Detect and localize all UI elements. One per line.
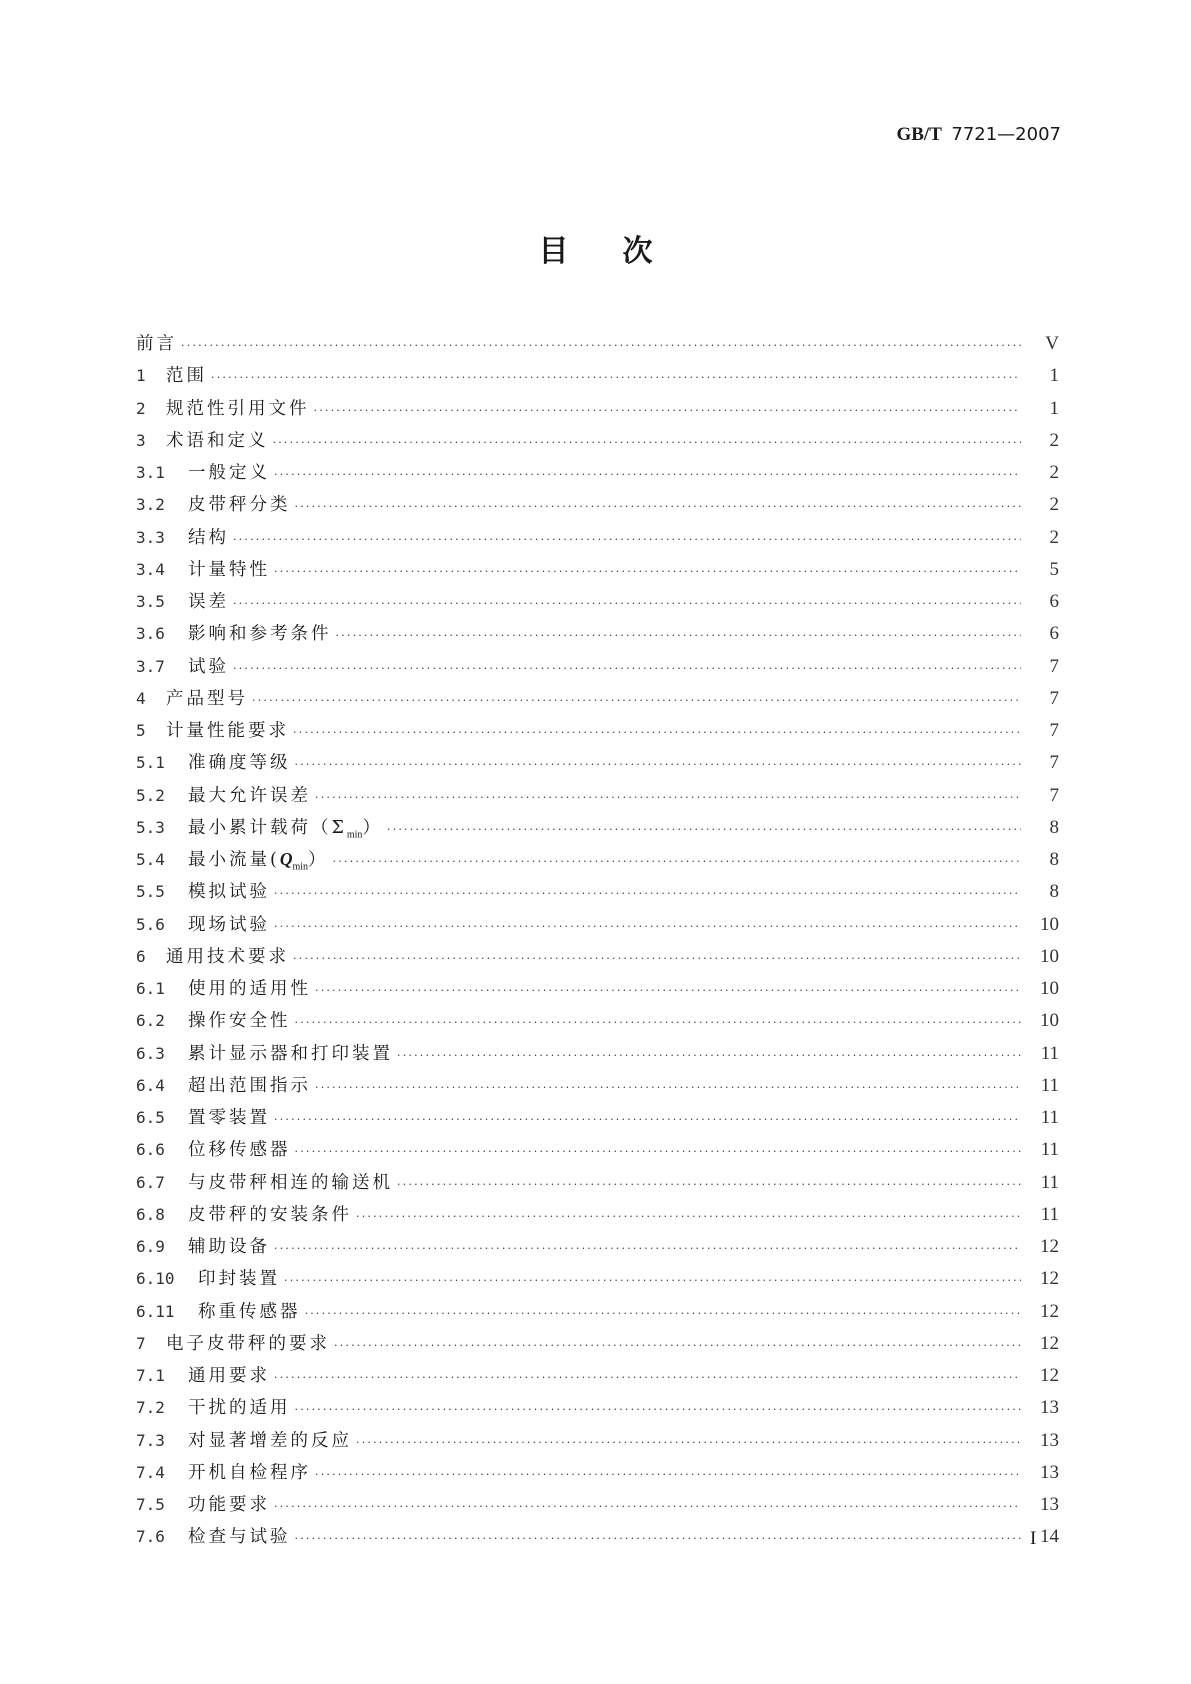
dot-leader (284, 1274, 1021, 1287)
toc-entry[interactable] (136, 749, 1059, 781)
dot-leader (333, 855, 1021, 868)
toc-entry-number: 6.3 (136, 1043, 165, 1063)
toc-entry-title (166, 427, 269, 452)
dot-leader (293, 952, 1021, 965)
toc-entry-number: 6.10 (136, 1269, 175, 1289)
toc-entry-number: 7.2 (136, 1398, 165, 1418)
toc-entry-number: 7.5 (136, 1495, 165, 1514)
toc-entry-title-text: 皮带秤的安装条件 (188, 1204, 352, 1225)
toc-entry-number: 7 (136, 1333, 146, 1353)
toc-entry-page: V (1045, 333, 1059, 354)
toc-entry[interactable] (136, 975, 1059, 1007)
toc-entry-number: 3.4 (136, 559, 165, 579)
toc-entry[interactable] (136, 1040, 1059, 1072)
toc-entry-title (188, 814, 383, 841)
dot-leader (305, 1307, 1022, 1320)
toc-entry-number: 6.1 (136, 979, 165, 998)
toc-entry-page: 10 (1040, 913, 1059, 935)
toc-entry-title-text: 与皮带秤相连的输送机 (188, 1172, 393, 1193)
toc-entry-title (188, 1427, 352, 1452)
toc-entry-number: 7.3 (136, 1430, 165, 1450)
toc-entry[interactable] (136, 1169, 1059, 1201)
toc-entry-title-text: 误差 (188, 592, 229, 612)
toc-entry-number: 7.1 (136, 1366, 165, 1385)
toc-entry-title-text: 检查与试验 (188, 1527, 291, 1548)
toc-entry-title (188, 878, 270, 903)
dot-leader (334, 1339, 1021, 1352)
toc-entry-number: 3.3 (136, 527, 165, 547)
dot-leader (295, 1532, 1022, 1545)
dot-leader (295, 1403, 1022, 1416)
toc-entry-title-text: 模拟试验 (188, 882, 270, 903)
dot-leader (315, 1081, 1021, 1094)
toc-entry-number: 2 (136, 398, 146, 418)
toc-entry-title-text: 置零装置 (188, 1108, 270, 1128)
dot-leader (274, 565, 1021, 578)
toc-entry[interactable] (136, 653, 1059, 685)
toc-entry-page: 12 (1040, 1268, 1059, 1290)
toc-entry-number: 6.11 (136, 1301, 175, 1321)
toc-entry-number: 6.2 (136, 1011, 165, 1031)
dot-leader (233, 597, 1021, 610)
toc-entry[interactable] (136, 1233, 1059, 1265)
toc-entry-number: 4 (136, 688, 146, 708)
toc-entry-title-text: 使用的适用性 (188, 979, 311, 999)
toc-entry-title (188, 1233, 270, 1258)
standard-code (896, 124, 1061, 146)
toc-entry-title-text: 结构 (188, 527, 229, 548)
toc-entry-number: 6.4 (136, 1075, 165, 1095)
toc-entry-title (188, 1394, 291, 1419)
dot-leader (274, 468, 1021, 481)
toc-entry-number: 6.7 (136, 1172, 165, 1192)
dot-leader (315, 984, 1021, 997)
toc-entry-title (166, 1330, 330, 1355)
toc-entry-title-text: 前言 (136, 334, 177, 354)
toc-entry-title-text: 印封装置 (198, 1269, 280, 1290)
dot-leader (273, 436, 1022, 449)
toc-entry-title (188, 749, 291, 774)
toc-entry-title-text: 规范性引用文件 (166, 398, 310, 419)
toc-entry[interactable] (136, 588, 1059, 620)
toc-entry-number: 5 (136, 721, 146, 740)
toc-entry[interactable] (136, 362, 1059, 394)
toc-entry-title (188, 1362, 270, 1387)
toc-entry-title (188, 1040, 393, 1065)
toc-entry-page: 11 (1040, 1042, 1059, 1064)
toc-entry-title-text: 超出范围指示 (188, 1075, 311, 1096)
toc-entry-title-text: 范围 (166, 366, 207, 387)
toc-entry-title (188, 1072, 311, 1097)
dot-leader (274, 1371, 1021, 1384)
toc-entry-title (136, 330, 177, 355)
toc-entry-number: 6.9 (136, 1237, 165, 1256)
toc-entry-title-text: 通用技术要求 (166, 946, 289, 967)
toc-entry-number: 3.1 (136, 463, 165, 482)
toc-entry-page: 2 (1049, 494, 1059, 516)
toc-entry-title (188, 459, 270, 484)
dot-leader (356, 1436, 1021, 1449)
toc-entry-title-text: 辅助设备 (188, 1237, 270, 1257)
toc-entry-title-text: 最大允许误差 (188, 785, 311, 806)
toc-entry-page: 12 (1040, 1300, 1059, 1322)
toc-entry-page: 6 (1049, 591, 1059, 612)
toc-entry-title-text: 一般定义 (188, 463, 270, 483)
dot-leader (211, 371, 1021, 384)
toc-entry-page: 11 (1040, 1107, 1059, 1128)
toc-entry[interactable] (136, 427, 1059, 459)
toc-entry-page: 14 (1040, 1526, 1059, 1548)
dot-leader (397, 1178, 1021, 1191)
toc-entry[interactable] (136, 1298, 1059, 1330)
toc-entry-title (188, 1104, 270, 1129)
toc-entry[interactable] (136, 459, 1059, 491)
toc-entry-title (188, 1523, 291, 1548)
dot-leader (397, 1049, 1021, 1062)
math-symbol: Σ (331, 817, 347, 838)
toc-entry-title-text: 干扰的适用 (188, 1398, 291, 1419)
toc-entry-number: 5.6 (136, 914, 165, 934)
standard-prefix: GB/T (896, 124, 942, 145)
toc-entry-number: 6.8 (136, 1204, 165, 1224)
dot-leader (315, 791, 1021, 804)
toc-entry-title (166, 685, 248, 710)
toc-entry-title-text: 电子皮带秤的要求 (166, 1333, 330, 1354)
toc-entry[interactable] (136, 1201, 1059, 1233)
toc-entry[interactable] (136, 395, 1059, 427)
toc-entry[interactable] (136, 1104, 1059, 1136)
toc-entry-title-text: 功能要求 (188, 1495, 270, 1515)
toc-entry-number: 3.5 (136, 592, 165, 611)
toc-entry-page: 2 (1049, 429, 1059, 451)
toc-entry-title (166, 395, 310, 420)
toc-entry-title (198, 1298, 301, 1323)
toc-entry[interactable] (136, 782, 1059, 814)
toc-entry-title-text: 累计显示器和打印装置 (188, 1043, 393, 1064)
toc-entry-number: 3 (136, 430, 146, 450)
toc-entry-page: 7 (1049, 655, 1059, 677)
dot-leader (336, 629, 1022, 642)
toc-entry-title (188, 653, 229, 678)
toc-entry-page: 11 (1040, 1203, 1059, 1225)
dot-leader (314, 404, 1022, 417)
toc-entry-page: 10 (1040, 1010, 1059, 1032)
toc-entry-page: 8 (1049, 816, 1059, 838)
toc-entry[interactable] (136, 330, 1059, 362)
toc-entry-title-text: 通用要求 (188, 1366, 270, 1386)
toc-entry[interactable] (136, 1491, 1059, 1523)
dot-leader (233, 662, 1021, 675)
footer-page-number: I (1030, 1528, 1037, 1549)
toc-entry-number: 7.6 (136, 1527, 165, 1547)
toc-entry-page: 8 (1049, 881, 1059, 903)
toc-entry-title (188, 620, 332, 645)
closing-paren: ） (362, 817, 383, 838)
toc-entry[interactable] (136, 1330, 1059, 1362)
toc-entry-page: 2 (1049, 462, 1059, 483)
page-title: 目次 (538, 234, 707, 269)
toc-entry-title-text: 称重传感器 (198, 1301, 301, 1322)
toc-entry[interactable] (136, 491, 1059, 523)
toc-entry-title (188, 1007, 291, 1032)
toc-entry-number: 5.3 (136, 817, 165, 837)
toc-entry-title-text: 试验 (188, 656, 229, 677)
toc-entry-number: 5.1 (136, 753, 165, 773)
toc-entry-title (166, 362, 207, 387)
toc-entry-title (188, 1459, 311, 1484)
dot-leader (274, 1113, 1021, 1126)
toc-entry-number: 7.4 (136, 1462, 165, 1482)
toc-entry-page: 12 (1040, 1332, 1059, 1354)
toc-entry-title (198, 1265, 280, 1290)
toc-entry-title-text: 位移传感器 (188, 1140, 291, 1161)
toc-entry-page: 10 (1040, 978, 1059, 999)
toc-entry-number: 6.6 (136, 1140, 165, 1160)
toc-entry-title-text: 操作安全性 (188, 1011, 291, 1032)
toc-entry-number: 3.7 (136, 656, 165, 676)
toc-entry-page: 7 (1049, 752, 1059, 774)
toc-entry-title (188, 491, 291, 516)
toc-entry-page: 12 (1040, 1365, 1059, 1386)
toc-entry-page: 13 (1040, 1429, 1059, 1451)
toc-entry[interactable] (136, 685, 1059, 717)
dot-leader (233, 533, 1021, 546)
toc-entry-title (188, 588, 229, 613)
toc-entry[interactable] (136, 1072, 1059, 1104)
dot-leader (315, 1468, 1021, 1481)
toc-entry-title (188, 556, 270, 581)
toc-entry[interactable] (136, 1459, 1059, 1491)
toc-entry-title-text: 产品型号 (166, 688, 248, 709)
toc-entry[interactable] (136, 620, 1059, 652)
toc-entry-page: 10 (1040, 945, 1059, 967)
toc-entry-page: 7 (1049, 720, 1059, 741)
standard-number: 7721—2007 (951, 124, 1061, 145)
toc-entry[interactable] (136, 1265, 1059, 1297)
toc-entry-title-text: 计量特性 (188, 559, 270, 580)
math-subscript: min (292, 861, 309, 873)
toc-entry-title (188, 1201, 352, 1226)
toc-entry-title (166, 943, 289, 968)
toc-entry-title (188, 975, 311, 1000)
dot-leader (295, 500, 1022, 513)
toc-entry[interactable] (136, 1427, 1059, 1459)
toc-entry-title (188, 1169, 393, 1194)
dot-leader (274, 920, 1021, 933)
toc-entry-title-text: 术语和定义 (166, 430, 269, 451)
dot-leader (295, 1016, 1022, 1029)
toc-entry-title-text: 最小累计载荷（ (188, 817, 332, 838)
toc-entry-number: 3.6 (136, 624, 165, 644)
toc-entry-page: 11 (1040, 1074, 1059, 1096)
toc-entry[interactable] (136, 1007, 1059, 1039)
toc-entry[interactable] (136, 524, 1059, 556)
toc-entry-title-text: 影响和参考条件 (188, 624, 332, 645)
toc-entry-page: 13 (1040, 1461, 1059, 1483)
toc-entry-title-text: 皮带秤分类 (188, 495, 291, 516)
dot-leader (274, 1242, 1021, 1255)
toc-entry[interactable] (136, 911, 1059, 943)
dot-leader (293, 726, 1021, 739)
toc-entry-title-text: 开机自检程序 (188, 1462, 311, 1483)
toc-entry[interactable] (136, 717, 1059, 749)
toc-entry-number: 6.5 (136, 1108, 165, 1127)
table-of-contents (136, 330, 1059, 1556)
toc-entry[interactable] (136, 878, 1059, 910)
toc-entry-title-text: 计量性能要求 (166, 721, 289, 741)
dot-leader (252, 694, 1021, 707)
dot-leader (295, 758, 1022, 771)
toc-entry-title (188, 846, 329, 873)
toc-entry-title (188, 911, 270, 936)
toc-entry-page: 11 (1040, 1139, 1059, 1161)
toc-entry-title-text: 对显著增差的反应 (188, 1430, 352, 1451)
closing-paren: ） (308, 850, 329, 870)
toc-entry-title (166, 717, 289, 742)
toc-entry-title (188, 1491, 270, 1516)
toc-entry-title (188, 1136, 291, 1161)
toc-entry-page: 6 (1049, 623, 1059, 645)
toc-entry-title-text: 现场试验 (188, 914, 270, 935)
toc-entry-page: 2 (1049, 526, 1059, 548)
toc-entry-number: 5.5 (136, 882, 165, 902)
toc-entry-page: 8 (1049, 849, 1059, 870)
dot-leader (274, 1500, 1021, 1513)
toc-entry-page: 13 (1040, 1397, 1059, 1419)
toc-entry-page: 1 (1049, 397, 1059, 419)
toc-entry-page: 1 (1049, 365, 1059, 387)
toc-entry[interactable] (136, 1136, 1059, 1168)
dot-leader (181, 339, 1021, 352)
dot-leader (274, 887, 1021, 900)
toc-entry-number: 5.2 (136, 785, 165, 805)
toc-entry-page: 7 (1049, 687, 1059, 709)
toc-entry[interactable] (136, 1394, 1059, 1426)
dot-leader (356, 1210, 1021, 1223)
toc-entry-page: 5 (1049, 558, 1059, 580)
toc-entry-title (188, 524, 229, 549)
toc-entry[interactable] (136, 814, 1059, 846)
dot-leader (295, 1145, 1022, 1158)
toc-entry-number: 6 (136, 946, 146, 966)
toc-entry-title-text: 最小流量( (188, 850, 280, 870)
toc-entry-page: 12 (1040, 1236, 1059, 1257)
toc-entry-page: 7 (1049, 784, 1059, 806)
toc-entry[interactable] (136, 1523, 1059, 1555)
toc-entry-page: 11 (1040, 1171, 1059, 1193)
toc-entry-page: 13 (1040, 1494, 1059, 1515)
toc-entry[interactable] (136, 1362, 1059, 1394)
math-subscript: min (346, 829, 363, 841)
dot-leader (387, 823, 1021, 836)
math-symbol: Q (279, 849, 293, 869)
toc-entry-number: 5.4 (136, 850, 165, 869)
toc-entry-number: 1 (136, 366, 146, 386)
toc-entry[interactable] (136, 556, 1059, 588)
toc-entry[interactable] (136, 846, 1059, 878)
toc-entry-title-text: 准确度等级 (188, 753, 291, 774)
toc-entry[interactable] (136, 943, 1059, 975)
toc-entry-number: 3.2 (136, 495, 165, 515)
toc-entry-title (188, 782, 311, 807)
